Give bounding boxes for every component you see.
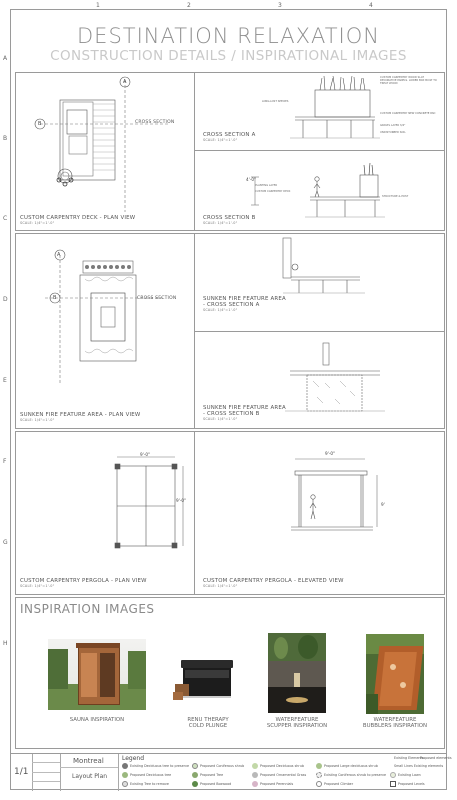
section-b-note-2: CUSTOM CARPENTRY DECK — [255, 190, 291, 193]
pergola-plan-scale: SCALE: 1/4"=1'-0" — [20, 584, 55, 588]
legend-label: Proposed Perennials — [260, 782, 294, 786]
grid-column-2: 2 — [187, 2, 191, 9]
section-a-note-2: LONG-LOST SPECIES — [262, 100, 289, 103]
fire-section-a-title-sub: - CROSS SECTION A — [203, 302, 260, 308]
grid-row-d: D — [3, 296, 8, 303]
cross-section-a-title-text: CROSS SECTION A — [203, 132, 256, 138]
legend-label: Existing Lawn — [398, 773, 421, 777]
legend-item — [390, 772, 421, 778]
scupper-photo — [268, 633, 326, 713]
grid-row-g: G — [3, 539, 8, 546]
client-name: Montreal — [73, 757, 104, 765]
grid-row-a: A — [3, 55, 8, 62]
section-b-height-dim: 4'-0" — [246, 177, 256, 182]
cross-section-b-title-text: CROSS SECTION B — [203, 215, 256, 221]
section-b-note-3: STRUCTURE & POST — [382, 195, 409, 198]
section-a-note-5: UNDISTURBED SOIL — [380, 131, 406, 134]
grid-column-4: 4 — [369, 2, 373, 9]
fire-section-b-title-text: SUNKEN FIRE FEATURE AREA — [203, 405, 286, 411]
scupper-caption — [258, 717, 336, 729]
pergola-elevation-scale: SCALE: 1/4"=1'-0" — [203, 584, 238, 588]
fire-section-tag-b: B — [53, 295, 57, 301]
fire-section-a-title — [203, 296, 286, 312]
grid-row-e: E — [3, 377, 7, 384]
legend-item — [252, 781, 293, 787]
section-a-note-4: GRAVEL LAYER 3/4" — [380, 124, 406, 127]
fire-plan-title-text: SUNKEN FIRE FEATURE AREA - PLAN VIEW — [20, 412, 141, 418]
grid-column-3: 3 — [278, 2, 282, 9]
legend-label: Proposed Boxwood — [200, 782, 232, 786]
fire-section-b-title-sub: - CROSS SECTION B — [203, 411, 260, 417]
cross-section-a-title — [203, 132, 255, 142]
sheet-name: Layout Plan — [72, 773, 108, 780]
fire-section-a-title-text: SUNKEN FIRE FEATURE AREA — [203, 296, 286, 302]
legend-label: Existing Coniferous shrub to preserve — [324, 773, 387, 777]
section-a-note-1: CUSTOM CARPENTRY WOOD SLAT DECORATIVE PANELS. LOWER BOX BUILT TO TREAT WOOD — [380, 76, 437, 86]
legend-label: Proposed Deciduous tree — [130, 773, 172, 777]
scupper-caption-line1: WATERFEATURE — [275, 717, 319, 723]
legend-label: Proposed Coniferous shrub — [200, 764, 245, 768]
legend-label: Proposed Deciduous shrub — [260, 764, 304, 768]
legend-item — [252, 763, 304, 769]
cold-plunge-caption — [168, 717, 248, 729]
section-b-note-1: PLANTING LAYER — [255, 184, 278, 187]
pergola-plan-height-dim: 9'-0" — [176, 498, 186, 503]
grid-row-c: C — [3, 215, 8, 222]
title-block-info-cell — [32, 754, 61, 791]
legend-item — [122, 763, 189, 769]
sheet-number: 1/1 — [14, 767, 29, 777]
legend-label: Proposed Levels — [398, 782, 425, 786]
fire-plan-title — [20, 412, 140, 422]
section-tag-a: A — [123, 79, 127, 85]
section-a-note-3: CUSTOM CARPENTRY NEW CONCRETE PAD — [380, 112, 436, 115]
fire-section-a-scale: SCALE: 1/4"=1'-0" — [203, 308, 238, 312]
bubblers-photo — [366, 634, 424, 714]
legend-item — [192, 772, 223, 778]
legend-item — [390, 781, 425, 787]
legend-title: Legend — [122, 755, 145, 762]
fire-section-tag-a: A — [57, 252, 61, 258]
pergola-elev-width-dim: 9'-0" — [325, 451, 335, 456]
pergola-elevation-drawing — [195, 431, 445, 595]
grid-row-h: H — [3, 640, 8, 647]
legend-item — [122, 781, 169, 787]
legend-label: Existing Tree to remove — [130, 782, 169, 786]
legend-note: Existing Elements — [394, 756, 424, 760]
cross-section-b-scale: SCALE: 1/4"=1'-0" — [203, 221, 238, 225]
legend-item — [252, 772, 306, 778]
title-block-sheet-cell — [10, 754, 33, 791]
fire-plan-scale: SCALE: 1/4"=1'-0" — [20, 418, 55, 422]
cold-plunge-caption-line1: RENU THERAPY — [187, 717, 229, 723]
fire-section-b-title — [203, 405, 286, 421]
cold-plunge-photo — [171, 656, 245, 704]
pergola-plan-width-dim: 9'-0" — [140, 452, 150, 457]
legend-item — [192, 781, 231, 787]
legend-label: Proposed Climber — [324, 782, 354, 786]
pergola-elevation-title-text: CUSTOM CARPENTRY PERGOLA - ELEVATED VIEW — [203, 578, 344, 584]
fire-cross-section-callout: CROSS SECTION — [137, 296, 177, 301]
bubblers-caption-line2: BUBBLERS INSPIRATION — [362, 723, 428, 730]
grid-row-b: B — [3, 135, 8, 142]
inspiration-title: INSPIRATION IMAGES — [20, 602, 155, 616]
grid-column-1: 1 — [96, 2, 100, 9]
cross-section-callout: CROSS SECTION — [135, 120, 175, 125]
legend-label: Proposed Ornamental Grass — [260, 773, 307, 777]
deck-plan-scale: SCALE: 1/4"=1'-0" — [20, 221, 55, 225]
cold-plunge-caption-line2: COLD PLUNGE — [188, 723, 228, 730]
cross-section-a-scale: SCALE: 1/4"=1'-0" — [203, 138, 238, 142]
cross-section-b-title — [203, 215, 255, 225]
fire-section-b-scale: SCALE: 1/4"=1'-0" — [203, 417, 238, 421]
pergola-plan-drawing — [15, 431, 195, 595]
legend-note: Proposed elements — [420, 756, 452, 760]
title-block — [10, 753, 452, 791]
page-title: DESTINATION RELAXATION — [77, 24, 380, 48]
fire-plan-drawing — [15, 233, 195, 429]
sauna-caption-text: SAUNA INSPIRATION — [69, 717, 125, 723]
pergola-plan-title-text: CUSTOM CARPENTRY PERGOLA - PLAN VIEW — [20, 578, 147, 584]
pergola-plan-title — [20, 578, 147, 588]
fire-section-a-drawing — [195, 233, 445, 331]
grid-row-f: F — [3, 458, 7, 465]
sauna-caption — [48, 717, 146, 723]
legend-item — [316, 781, 353, 787]
page-subtitle: CONSTRUCTION DETAILS / INSPIRATIONAL IMAGES — [50, 48, 407, 64]
legend-label: Existing Deciduous tree to preserve — [130, 764, 189, 768]
deck-plan-title — [20, 215, 135, 225]
legend-label: Proposed Large deciduous shrub — [324, 764, 378, 768]
legend-item — [316, 763, 378, 769]
title-block-client-cell — [60, 754, 119, 791]
section-tag-b: B — [38, 121, 42, 127]
legend-item — [122, 772, 171, 778]
pergola-elevation-title — [203, 578, 344, 588]
deck-plan-title-text: CUSTOM CARPENTRY DECK - PLAN VIEW — [20, 215, 136, 221]
deck-plan-drawing — [15, 72, 195, 231]
bubblers-caption-line1: WATERFEATURE — [373, 717, 417, 723]
legend-item — [316, 772, 386, 778]
sauna-photo — [48, 639, 146, 710]
legend-label: Proposed Tree — [200, 773, 224, 777]
legend-item — [192, 763, 244, 769]
scupper-caption-line2: SCUPPER INSPIRATION — [266, 723, 328, 730]
pergola-elev-height-dim: 9' — [381, 502, 385, 507]
legend-note: Small Lines Existing elements — [394, 764, 444, 768]
bubblers-caption — [356, 717, 434, 729]
